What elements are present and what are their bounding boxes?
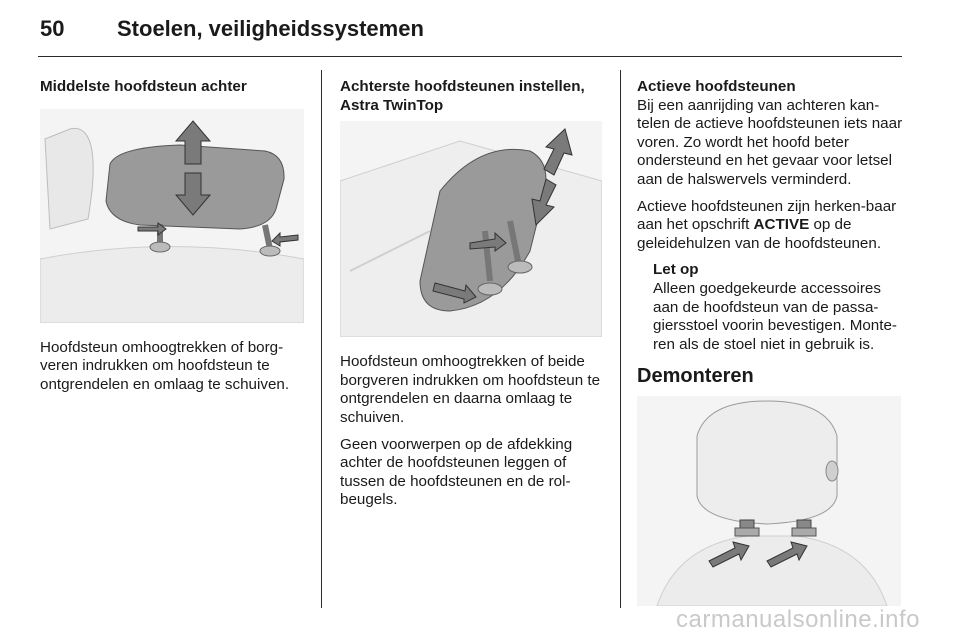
section-heading-remove: Demonteren (637, 365, 754, 388)
section-heading-middle-headrest: Middelste hoofdsteun achter (40, 78, 247, 95)
figure-twintop-headrests (340, 121, 602, 337)
paragraph-middle-headrest: Hoofdsteun omhoogtrekken of borg-veren indrukken om hoofdsteun te ontgrendelen en omlaag te schuiven. (40, 338, 290, 393)
column-1 (40, 78, 308, 402)
paragraph-twintop-1: Hoofdsteun omhoogtrekken of beide borgveren indrukken om hoofdsteun te ontgrendelen en daarna omlaag te schuiven. (340, 353, 601, 426)
note-title: Let op (653, 261, 699, 279)
active-keyword: ACTIVE (753, 216, 810, 234)
section-heading-twintop: Achterste hoofdsteunen instellen, Astra TwinTop (340, 78, 585, 114)
header-rule (38, 56, 902, 57)
paragraph-active-1: Bij een aanrijding van achteren kan-telen de actieve hoofdsteunen iets naar voren. Zo wordt het hoofd beter ondersteund en het gevaar voor letsel aan de halswervels verminderd. (637, 96, 903, 188)
paragraph-twintop-2: Geen voorwerpen op de afdekking achter de hoofdsteunen leggen of tussen de hoofdsteunen en de rol-beugels. (340, 435, 573, 509)
figure-remove-headrest (637, 396, 901, 606)
column-divider-1 (321, 70, 322, 608)
section-heading-active-headrests: Actieve hoofdsteunen (637, 78, 796, 95)
headrest-shape (697, 401, 838, 536)
watermark: carmanualsonline.info (676, 606, 920, 633)
column-3 (637, 78, 903, 606)
paragraph-active-2-after: op de geleidehulzen van de hoofdsteunen. (637, 216, 882, 252)
page-number: 50 (40, 16, 65, 41)
note-text: Alleen goedgekeurde accessoires aan de hoofdsteun van de passa-giersstoel voorin bevestigen. Monte-ren als de stoel niet in gebruik is. (653, 279, 897, 353)
page-title: Stoelen, veiligheidssystemen (117, 16, 424, 41)
paragraph-active-2 (637, 198, 903, 254)
column-divider-2 (620, 70, 621, 608)
paragraph-active-2-before: Actieve hoofdsteunen zijn herken-baar aan het opschrift (637, 197, 897, 234)
column-2 (340, 78, 606, 518)
figure-middle-headrest (40, 109, 304, 323)
note-box (637, 261, 903, 354)
